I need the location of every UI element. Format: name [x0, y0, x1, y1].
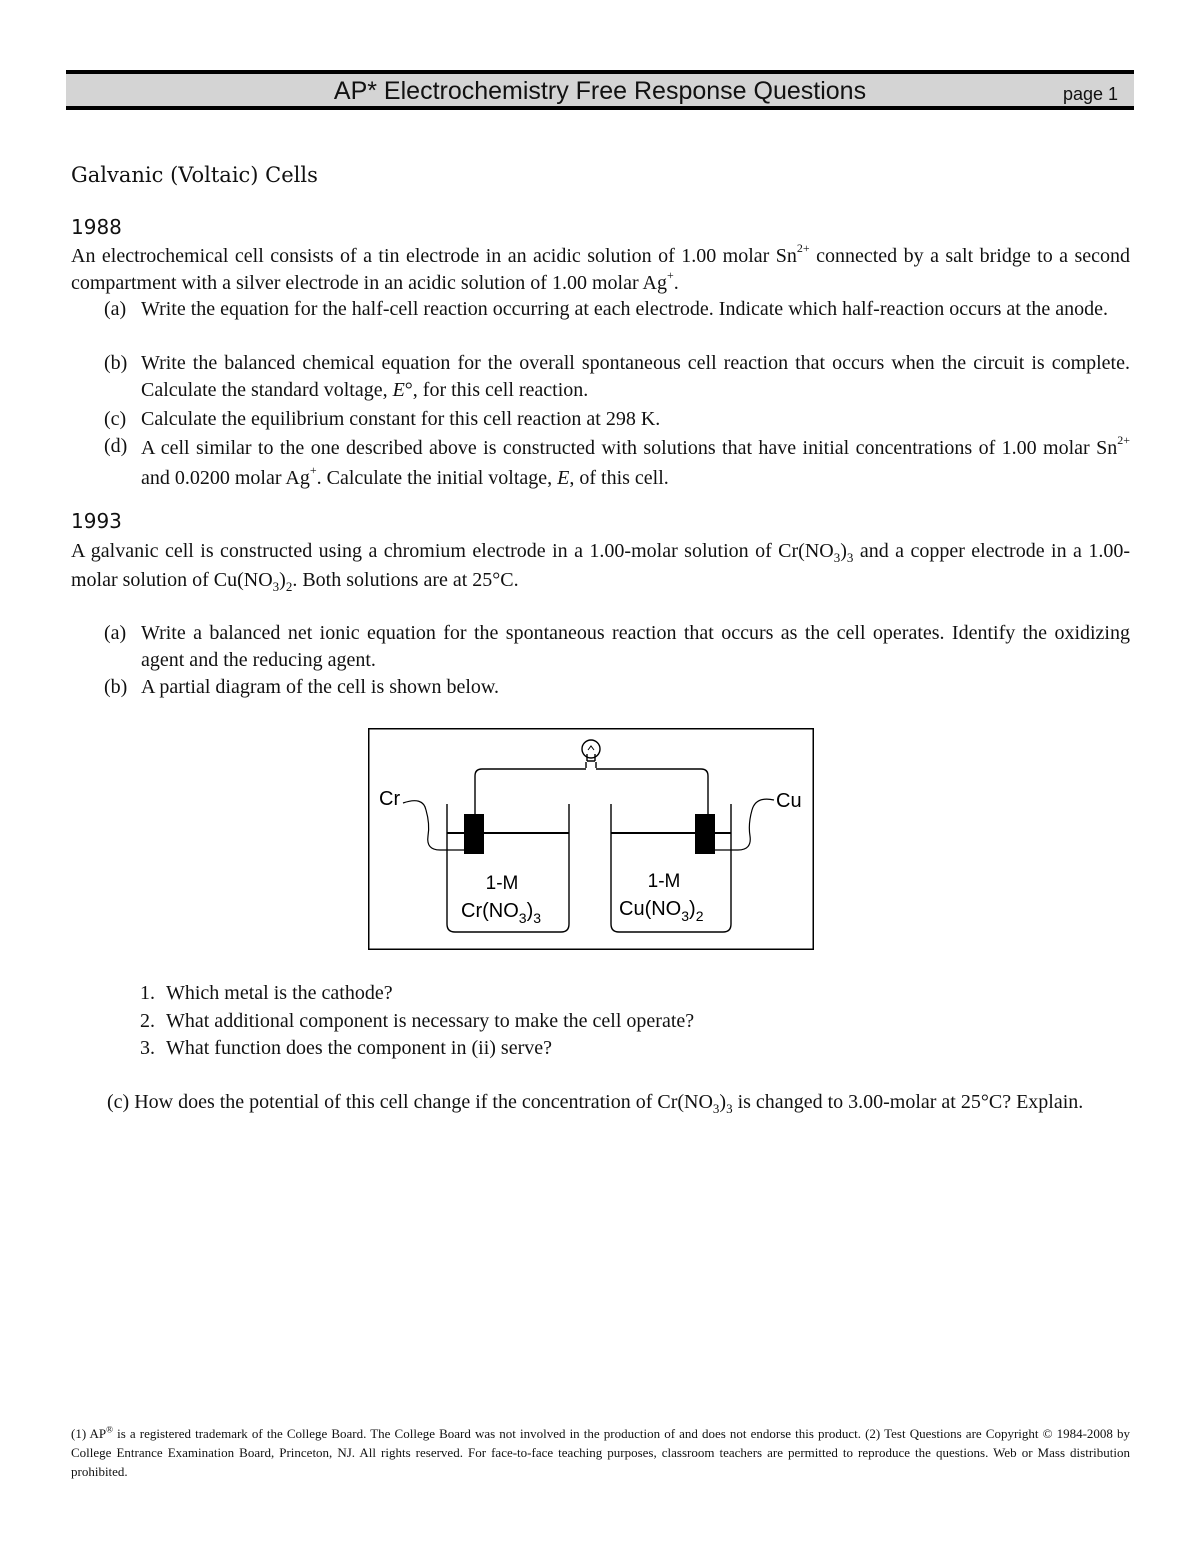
right-concentration-label: 1-M: [647, 871, 681, 892]
header-band: [66, 70, 1134, 110]
q1988-part-d: (d) A cell similar to the one described above is constructed with solutions that have initial concentrations of 1.00 molar $Sn^{2+}$ and 0.0200 molar Ag+. Calculate the initial voltage, E, of this cell.: [104, 433, 1130, 489]
page-number: page 1: [1062, 84, 1118, 104]
external-wire: [475, 769, 708, 814]
sub-question-1: 1. Which metal is the cathode?: [140, 982, 393, 1004]
galvanic-cell-diagram: [368, 728, 814, 950]
sub-question-2: 2. What additional component is necessary to make the cell operate?: [140, 1010, 695, 1032]
copper-electrode: [695, 814, 715, 854]
q1993-intro: A galvanic cell is constructed using a chromium electrode in a 1.00-molar solution of $Cr(NO_3)_3$ and a copper electrode in a 1.00-molar solution of $Cu(NO_3)_2$. Both solutions are at 25°C.: [71, 540, 1130, 594]
light-bulb-icon: [582, 740, 600, 768]
right-metal-label: Cu: [776, 790, 802, 812]
right-solution-label: $Cu(NO_3)_2$: [619, 898, 704, 924]
cu-label-leader: [715, 799, 774, 850]
q1993-part-b: (b) A partial diagram of the cell is shown below.: [104, 676, 500, 698]
q1988-part-c: (c) Calculate the equilibrium constant for this cell reaction at 298 K.: [104, 408, 661, 430]
cr-label-leader: [403, 801, 464, 850]
year-1988: 1988: [71, 215, 122, 239]
q1988-part-a: (a) Write the equation for the half-cell reaction occurring at each electrode. Indicate which half-reaction occurs at the anode.: [104, 298, 1109, 320]
q1988-part-b: (b) Write the balanced chemical equation for the overall spontaneous cell reaction that occurs when the circuit is complete. Calculate the standard voltage, E°, for this cell reaction.: [104, 352, 1130, 401]
diagram-frame: [369, 729, 814, 950]
left-metal-label: Cr: [379, 788, 401, 810]
year-1993: 1993: [71, 509, 122, 533]
left-solution-label: $Cr(NO_3)_3$: [461, 900, 542, 926]
chromium-electrode: [464, 814, 484, 854]
q1993-part-a: (a) Write a balanced net ionic equation for the spontaneous reaction that occurs as the cell operates. Identify the oxidizing agent and the reducing agent.: [104, 622, 1130, 671]
q1988-intro: An electrochemical cell consists of a tin electrode in an acidic solution of 1.00 molar $Sn^{2+}$ connected by a salt bridge to a second compartment with a silver electrode in an acidic solution of 1.00 molar Ag+.: [71, 241, 1131, 294]
sub-question-3: 3. What function does the component in (ii) serve?: [140, 1037, 552, 1059]
header-title: AP* Electrochemistry Free Response Questions: [333, 77, 867, 105]
section-title: Galvanic (Voltaic) Cells: [71, 163, 318, 187]
copyright-footer: (1) AP® is a registered trademark of the College Board. The College Board was not involved in the production of and does not endorse this product. (2) Test Questions are Copyright © 1984-2008 by College Entrance Examination Board, Princeton, NJ. All rights reserved. For face-to-face teaching purposes, classroom teachers are permitted to reproduce the questions. Web or Mass distribution prohibited.: [71, 1424, 1131, 1479]
q1993-part-c: (c) How does the potential of this cell change if the concentration of $Cr(NO_3)_3$ is changed to 3.00-molar at 25°C? Explain.: [107, 1091, 1084, 1116]
left-concentration-label: 1-M: [485, 873, 519, 894]
